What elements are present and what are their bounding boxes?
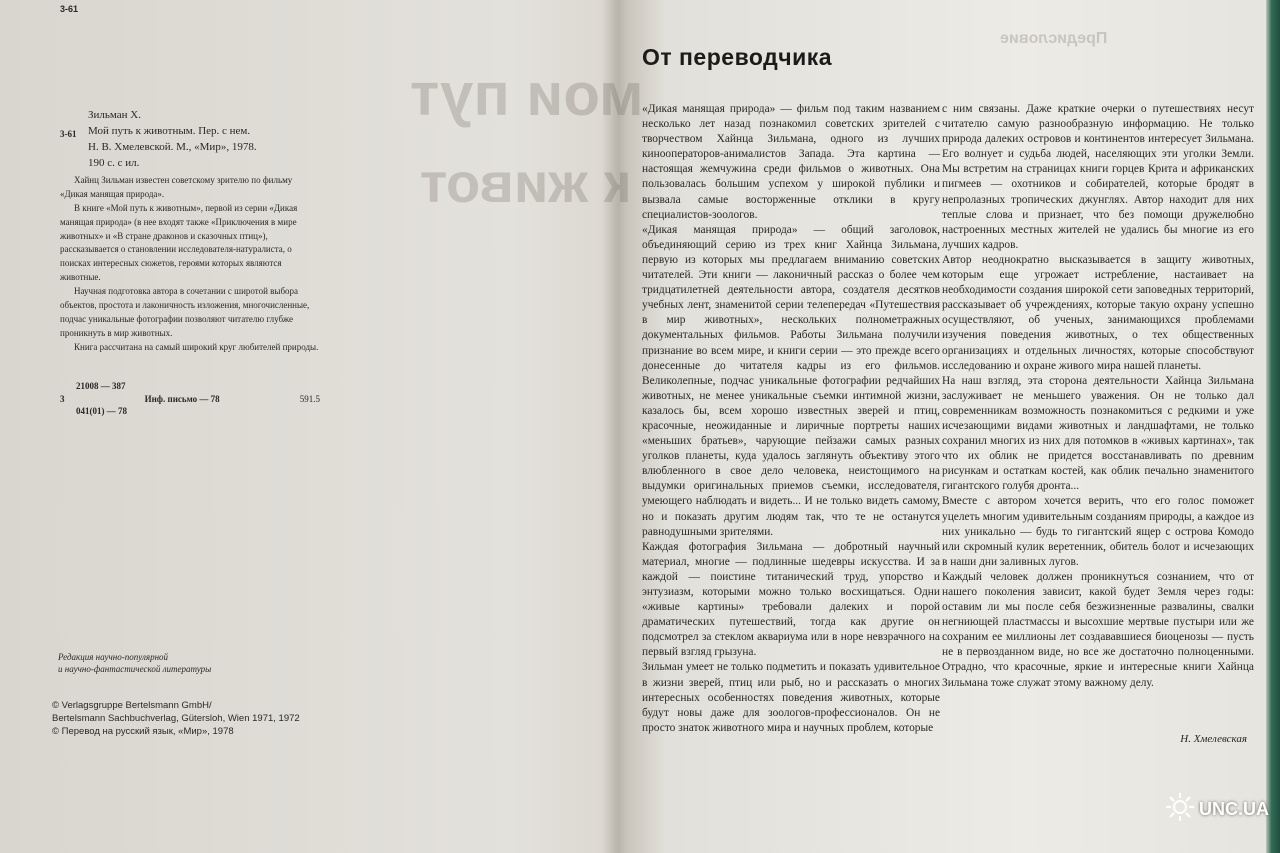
editorial-department — [58, 651, 211, 675]
translator-signature: Н. Хмелевская — [1180, 733, 1247, 745]
copyright-line: © Перевод на русский язык, «Мир», 1978 — [52, 725, 234, 737]
editorial-line: Редакция научно-популярной — [58, 652, 169, 662]
paragraph: с ним связаны. Даже краткие очерки о путешествиях несут читателю самую разнообразную информацию. Не только природа далеких островов и континентов интересует Зильмана. Его волнует и судьба людей, населяющих эти уголки Земли. Мы встретим на страницах книги горцев Крита и африканских пигмеев — охотников и собирателей, которые бродят в непролазных тропических джунглях. Автор находит для них теплые слова и признает, что без помощи дружелюбно настроенных местных жителей не удались бы многие из его лучших кадров. — [942, 103, 1254, 251]
paragraph: Вместе с автором хочется верить, что его голос поможет уцелеть многим удивительным созданиям природы, а каждое из них уникально — будь то гигантский ящер с острова Комодо или скромный кулик веретенник, обитель болот и исчезающих в наши дни заливных лугов. — [942, 495, 1254, 568]
paragraph: «Дикая манящая природа» — фильм под таким названием несколько лет назад познакомил советских зрителей с творчеством Хайнца Зильмана, одного из лучших кинооператоров-анималистов Запада. Эта картина — настоящая жемчужина среди фильмов о животных. Она пользовалась большим успехом у широкой публики и вызвала самые восторженные отклики в кругу специалистов-зоологов. — [642, 103, 940, 221]
show-through-text: к живот — [420, 151, 632, 214]
show-through-text: мои пут — [410, 61, 644, 128]
copyright-line: © Verlagsgruppe Bertelsmann GmbH/ — [52, 700, 212, 711]
corner-code: 3-61 — [60, 4, 79, 14]
sun-burst-icon — [1165, 792, 1195, 827]
paragraph: «Дикая манящая природа» — общий заголовок, объединяющий серию из трех книг Хайнца Зильмана, первую из которых мы предлагаем вниманию советских читателей. Эти книги — лаконичный рассказ о более чем тридцатилетней деятельности автора, создателя десятков учебных лент, знаменитой серии телепередач «Путешествия в мир животных», нескольких полнометражных документальных фильмов. Работы Зильмана получили признание во всем мире, и книги серии — это прежде всего донесенные до читателя кадры из его фильмов. Великолепные, подчас уникальные фотографии редчайших животных, не менее уникальные съемки интимной жизни, казалось бы, всем хорошо известных зверей и птиц, красочные, неожиданные и лиричные портреты наших «меньших братьев», чарующие пейзажи самых разных уголков планеты, куда удалось заглянуть объективу этого влюбленного в свое дело человека, неистощимого на выдумки оригинальных приемов съемки, исследователя, умеющего наблюдать и видеть... И не только видеть самому, но и показать другим людям так, что те не останутся равнодушными зрителями. — [642, 223, 940, 538]
catalog-codes — [60, 380, 320, 418]
bibliographic-card — [60, 108, 320, 355]
paragraph: На наш взгляд, эта сторона деятельности Хайнца Зильмана заслуживает не меньшего уважения. Он не только дал современникам возможность познакомиться с редкими и уже исчезающими видами животных и ландшафтами, не только сохранил многих из них для потомков в «живых картинах», так что их облик не придется восстанавливать по древним рисункам и остаткам костей, как облик печально знаменитого гигантского голубя дронта... — [942, 374, 1254, 493]
code-line-2 — [60, 393, 320, 406]
pages-line: 190 с. с ил. — [88, 156, 140, 169]
paragraph: Каждая фотография Зильмана — добротный научный материал, многие — подлинные шедевры искусства. И за каждой — поистине титанический труд, упорство и энтузиазм, которыми можно только восхищаться. Одни «живые картины» требовали далеких и порой драматических путешествий, тогда как другие он подсмотрел за стеклом аквариума или в норе невзрачного на первый взгляд грызуна. — [642, 540, 940, 659]
library-code: 3-61 — [60, 129, 77, 139]
title-line: Мой путь к животным. Пер. с нем. — [88, 124, 251, 137]
site-watermark — [1165, 792, 1269, 827]
cover-edge — [1266, 0, 1280, 853]
code-line-1: 21008 — 387 — [76, 381, 126, 391]
copyright-line: Bertelsmann Sachbuchverlag, Gütersloh, Wien 1971, 1972 — [52, 712, 300, 724]
annotation-paragraph: В книге «Мой путь к животным», первой из серии «Дикая манящая природа» (в нее входят также «Приключения в мире животных» и «В стране драконов и сказочных птиц»), рассказывается о становлении исследователя-натуралиста, о поисках интересных сюжетов, героями которых являются животные. — [60, 202, 298, 283]
annotation-paragraph: Научная подготовка автора в сочетании с широтой выбора объектов, простота и лаконичность изложения, многочисленные, подчас уникальные фотографии позволяют читателю глубже проникнуть в мир животных. — [60, 286, 310, 339]
code-info-letter: Инф. письмо — 78 — [144, 393, 220, 404]
annotation-paragraph: Хайнц Зильман известен советскому зрителю по фильму «Дикая манящая природа». — [60, 174, 293, 199]
left-page — [20, 0, 615, 853]
text-column-1 — [642, 102, 940, 736]
right-page — [612, 0, 1267, 853]
author-line: Зильман Х. — [88, 109, 142, 121]
copyright-block — [52, 700, 300, 738]
code-index: 3 — [60, 393, 65, 404]
paragraph: Каждый человек должен проникнуться сознанием, что от нашего поколения зависит, какой будет Земля через годы: оставим ли мы после себя безжизненные развалины, свалки негниющей пластмассы и высохшие мертвые пустыри или же сохраним ее миллионы лет создававшиеся биоценозы — пусть не в первозданном виде, но все же достаточно полноценными. Отрадно, что красочные, яркие и интересные книги Хайнца Зильмана тоже служат этому важному делу. — [942, 570, 1254, 689]
text-column-2 — [942, 102, 1254, 691]
editorial-line: и научно-фантастической литературы — [58, 664, 212, 675]
paragraph: Зильман умеет не только подметить и показать удивительное в жизни зверей, птиц или рыб, но и рассказать о многих интересных особенностях поведения животных, которые будут новы даже для зоологов-профессионалов. Он не просто знаток животного мира и научных проблем, которые — [642, 661, 940, 734]
code-line-3: 041(01) — 78 — [76, 406, 127, 417]
paragraph: Автор неоднократно высказывается в защиту животных, которым еще угрожает истребление, настаивает на необходимости создания широкой сети заповедных территорий, рассказывает об учреждениях, которые такую охрану успешно осуществляют, об ученых, занимающихся проблемами изучения поведения животных, о тех общественных организациях и отдельных личностях, которые способствуют исследованию и охране живого мира нашей планеты. — [942, 253, 1254, 372]
watermark-text: UNC.UA — [1199, 799, 1269, 819]
page-title: От переводчика — [642, 44, 833, 70]
show-through-text: Предисловие — [1000, 30, 1108, 47]
annotation-paragraph: Книга рассчитана на самый широкий круг любителей природы. — [74, 342, 319, 352]
translator-line: Н. В. Хмелевской. М., «Мир», 1978. — [88, 140, 257, 153]
code-udk: 591.5 — [299, 393, 320, 404]
